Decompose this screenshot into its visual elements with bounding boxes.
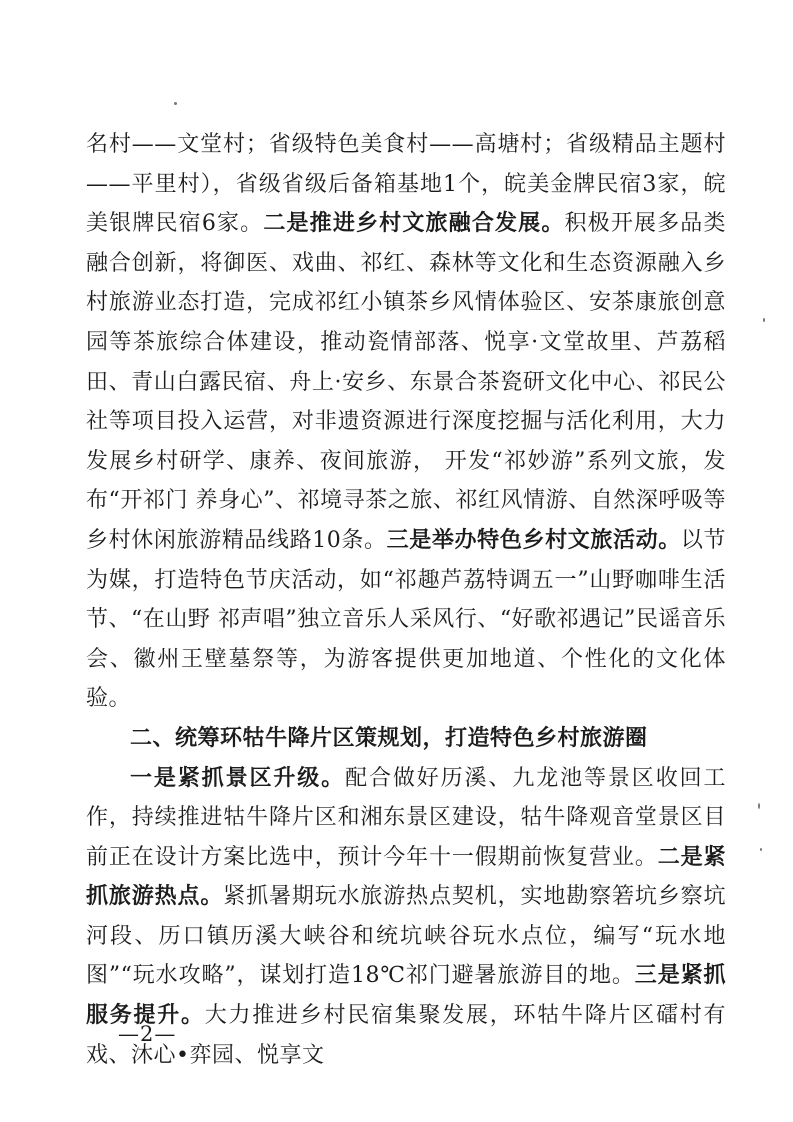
paragraph-text: 大力推进乡村民宿集聚发展，环牯牛降片区礌村有戏、沐心•弈园、悦享文 bbox=[86, 1003, 726, 1068]
bold-lead: 三是举办特色乡村文旅活动。 bbox=[386, 526, 681, 553]
scan-speck bbox=[758, 803, 760, 809]
section-heading: 二、统筹环牯牛降片区策规划，打造特色乡村旅游圈 bbox=[130, 724, 648, 751]
bold-lead: 二是推进乡村文旅融合发展。 bbox=[263, 210, 565, 237]
paragraph bbox=[86, 759, 726, 1076]
paragraph-continuation bbox=[86, 125, 726, 719]
paragraph-text: 紧抓暑期玩水旅游热点契机，实地勘察箬坑乡察坑河段、历口镇历溪大峡谷和统坑峡谷玩水点位，编写“玩水地图”“玩水攻略”，谋划打造18℃祁门避暑旅游目的地。 bbox=[86, 884, 726, 989]
scan-speck bbox=[760, 848, 762, 851]
page-number: —2— bbox=[118, 1022, 177, 1046]
bold-lead: 一是紧抓景区升级。 bbox=[130, 764, 346, 791]
body-text bbox=[86, 125, 726, 1075]
scan-speck bbox=[174, 102, 177, 105]
paragraph-text: 名村——文堂村；省级特色美食村——高塘村；省级精品主题村——平里村），省级省级后备箱基地1个，皖美金牌民宿3家，皖美银牌民宿6家。 bbox=[86, 132, 726, 237]
bold-lead: 三是紧抓服务提升。 bbox=[86, 962, 726, 1029]
scan-speck bbox=[763, 318, 765, 322]
paragraph-text: 积极开展多品类融合创新，将御医、戏曲、祁红、森林等文化和生态资源融入乡村旅游业态打造，完成祁红小镇茶乡风情体验区、安茶康旅创意园等茶旅综合体建设，推动瓷情部落、悦享·文堂故里、芦荔稻田、青山白露民宿、舟上·安乡、东景合茶瓷研文化中心、祁民公社等项目投入运营，对非遗资源进行深度挖掘与活化利用，大力发展乡村研学、康养、夜间旅游， 开发“祁妙游”系列文旅，发布“开祁门 养身心”、祁境寻茶之旅、祁红风情游、自然深呼吸等乡村休闲旅游精品线路10条。 bbox=[86, 211, 726, 553]
bold-lead: 二是紧抓旅游热点。 bbox=[86, 843, 726, 910]
paragraph-text: 配合做好历溪、九龙池等景区收回工作，持续推进牯牛降片区和湘东景区建设，牯牛降观音堂景区目前正在设计方案比选中，预计今年十一假期前恢复营业。 bbox=[86, 765, 726, 870]
paragraph-text: 以节为媒，打造特色节庆活动，如“祁趣芦荔特调五一”山野咖啡生活节、“在山野 祁声唱”独立音乐人采风行、“好歌祁遇记”民谣音乐会、徽州王壁墓祭等，为游客提供更加地道、个性化的文化体验。 bbox=[86, 527, 726, 712]
